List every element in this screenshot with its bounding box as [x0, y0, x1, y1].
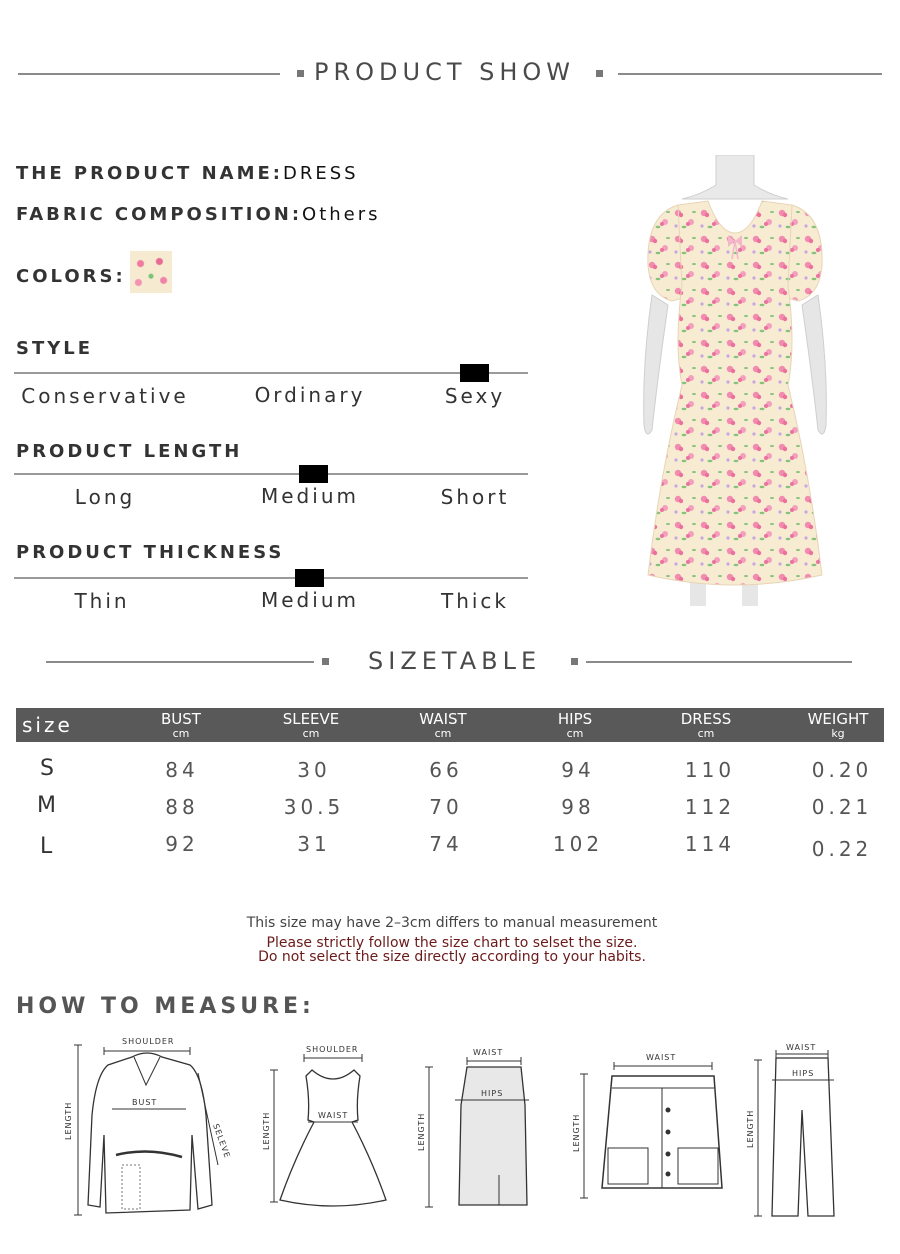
size-cell: L: [40, 834, 53, 859]
measure-diagram-shorts: [572, 1048, 732, 1203]
hips-cell: 94: [561, 758, 595, 782]
waist-label-3: WAIST: [646, 1053, 677, 1062]
sleeve-header-unit: cm: [302, 727, 320, 740]
thickness-scale-marker: [295, 569, 324, 587]
weight-column-header: [788, 708, 888, 742]
bust-header-label: BUST: [161, 710, 201, 728]
waist-label-4: WAIST: [786, 1043, 817, 1052]
waist-header-unit: cm: [434, 727, 452, 740]
dress-header-label: DRESS: [680, 710, 732, 728]
waist-column-header: [393, 708, 493, 742]
weight-header-label: WEIGHT: [807, 710, 869, 728]
sizetable-dot-left: [322, 658, 329, 665]
bust-column-header: [131, 708, 231, 742]
bust-cell: 88: [165, 795, 199, 819]
size-column-header: size: [22, 713, 73, 737]
selve-label: SELEVE: [211, 1122, 232, 1160]
dress-cell: 110: [684, 758, 736, 782]
size-table-header: [16, 708, 884, 742]
hips-header-unit: cm: [566, 727, 584, 740]
style-option-conservative: Conservative: [21, 384, 189, 408]
weight-cell: 0.22: [811, 837, 873, 861]
bust-cell: 92: [165, 832, 199, 856]
size-cell: S: [40, 756, 54, 781]
bust-header-unit: cm: [172, 727, 190, 740]
length-scale-marker: [299, 465, 328, 483]
size-warning-line1: Please strictly follow the size chart to selset the size.: [266, 935, 638, 951]
waist-cell: 70: [429, 795, 463, 819]
measurement-note: This size may have 2–3cm differs to manual measurement: [246, 915, 658, 931]
dress-illustration: [620, 155, 850, 615]
waist-label-2: WAIST: [473, 1048, 504, 1057]
thickness-option-thin: Thin: [74, 589, 130, 613]
style-title: STYLE: [16, 338, 94, 359]
waist-cell: 66: [429, 758, 463, 782]
length-label-4: LENGTH: [572, 1113, 581, 1152]
how-to-measure-title: HOW TO MEASURE:: [16, 994, 315, 1019]
sizetable-title: SIZETABLE: [368, 647, 542, 675]
header-dot-right: [596, 70, 603, 77]
hips-label-2: HIPS: [792, 1069, 815, 1078]
style-scale-line: [14, 372, 528, 374]
sizetable-dot-right: [571, 658, 578, 665]
sleeve-cell: 30: [297, 758, 331, 782]
length-label-2: LENGTH: [262, 1111, 271, 1150]
hips-cell: 98: [561, 795, 595, 819]
length-option-medium: Medium: [261, 484, 359, 508]
style-scale-marker: [460, 364, 489, 382]
weight-header-unit: kg: [831, 727, 845, 740]
dress-header-unit: cm: [697, 727, 715, 740]
length-scale-line: [14, 473, 528, 475]
color-swatch-floral[interactable]: [130, 251, 172, 293]
bust-cell: 84: [165, 758, 199, 782]
length-title: PRODUCT LENGTH: [16, 441, 243, 462]
sleeve-column-header: [261, 708, 361, 742]
size-cell: M: [37, 793, 56, 818]
header-dot-left: [297, 70, 304, 77]
length-option-short: Short: [440, 485, 510, 509]
dress-cell: 114: [684, 832, 736, 856]
fabric-value: Others: [302, 204, 381, 225]
fabric-row: [16, 204, 381, 225]
length-label-1: LENGTH: [64, 1101, 73, 1140]
bust-label: BUST: [132, 1098, 158, 1107]
shoulder-label-2: SHOULDER: [306, 1045, 359, 1054]
measure-diagram-dress: [262, 1040, 402, 1210]
sizetable-rule-right: [586, 661, 852, 663]
sizetable-rule-left: [46, 661, 314, 663]
hips-header-label: HIPS: [557, 710, 593, 728]
size-warning-line2: Do not select the size directly according to your habits.: [258, 949, 646, 965]
waist-cell: 74: [429, 832, 463, 856]
shoulder-label: SHOULDER: [122, 1037, 175, 1046]
length-label-3: LENGTH: [417, 1112, 426, 1151]
colors-label: COLORS:: [16, 266, 126, 287]
length-label-5: LENGTH: [746, 1109, 755, 1148]
thickness-scale-line: [14, 577, 528, 579]
header-rule-left: [18, 73, 280, 75]
hips-label-1: HIPS: [481, 1089, 504, 1098]
weight-cell: 0.20: [811, 758, 873, 782]
dress-column-header: [656, 708, 756, 742]
thickness-option-medium: Medium: [261, 588, 359, 612]
hips-cell: 102: [552, 832, 604, 856]
weight-cell: 0.21: [811, 795, 873, 819]
sleeve-header-label: SLEEVE: [282, 710, 340, 728]
fabric-label: FABRIC COMPOSITION:: [16, 204, 303, 225]
header-rule-right: [618, 73, 882, 75]
dress-cell: 112: [684, 795, 736, 819]
dress-product-image: [620, 155, 850, 615]
style-option-sexy: Sexy: [444, 384, 506, 408]
sleeve-cell: 31: [297, 832, 331, 856]
hips-column-header: [525, 708, 625, 742]
measure-diagram-skirt: [415, 1045, 535, 1215]
thickness-option-thick: Thick: [440, 589, 510, 613]
page-title: PRODUCT SHOW: [314, 58, 576, 86]
thickness-title: PRODUCT THICKNESS: [16, 542, 285, 563]
waist-header-label: WAIST: [419, 710, 467, 728]
sleeve-cell: 30.5: [283, 795, 345, 819]
product-name-value: DRESS: [282, 163, 359, 184]
waist-label-1: WAIST: [318, 1111, 349, 1120]
product-name-row: [16, 163, 359, 184]
product-name-label: THE PRODUCT NAME:: [16, 163, 283, 184]
measure-diagram-top: [60, 1035, 240, 1220]
style-option-ordinary: Ordinary: [254, 383, 366, 407]
length-option-long: Long: [74, 485, 136, 509]
measure-diagram-trousers: [746, 1040, 856, 1220]
